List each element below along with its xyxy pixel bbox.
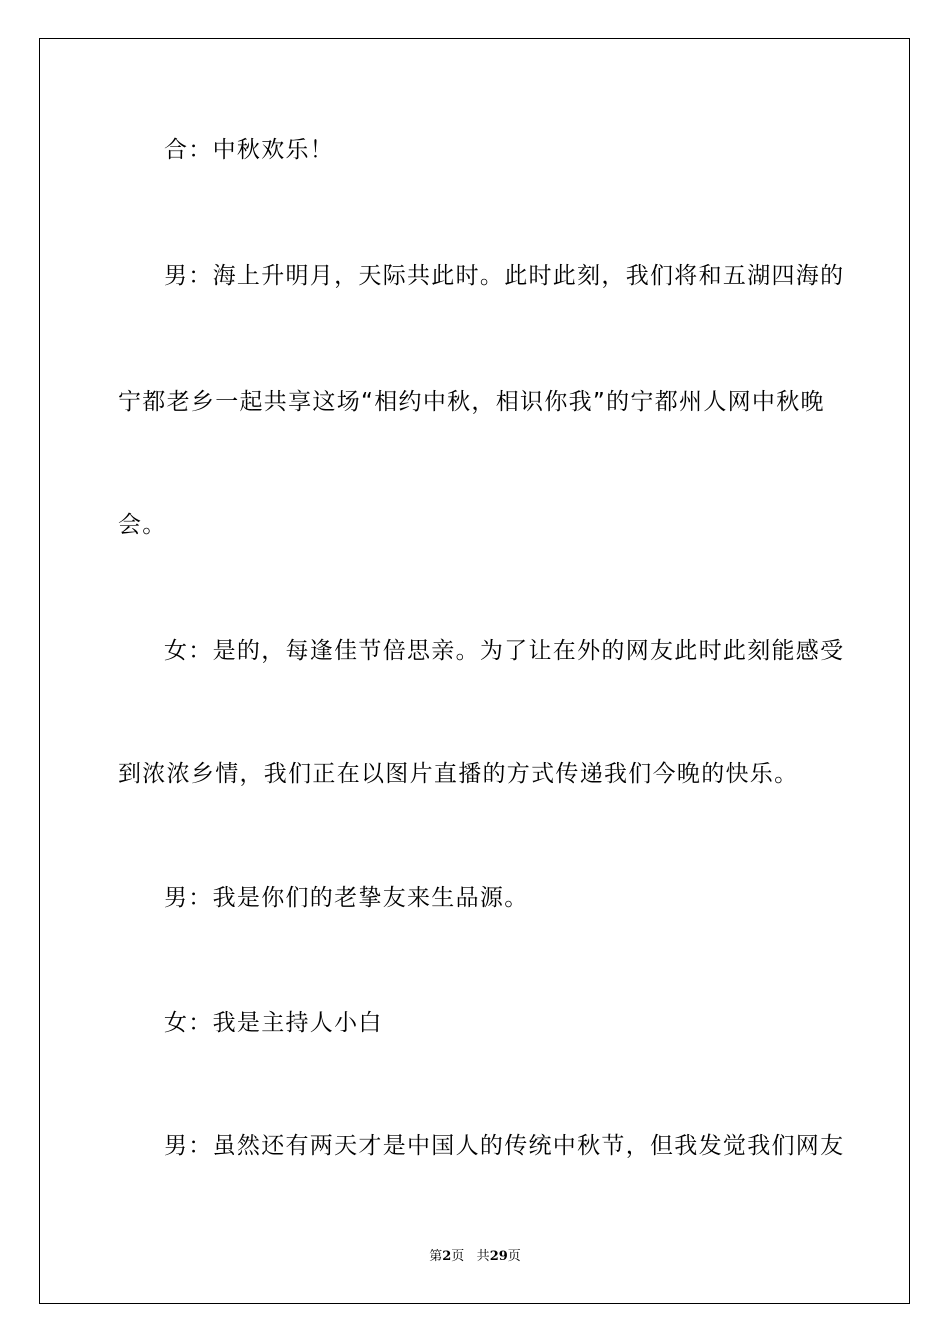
total-pages: 29: [489, 1249, 508, 1264]
page-number: 2: [442, 1249, 452, 1264]
paragraph-line: 女：我是主持人小白: [164, 1010, 383, 1036]
paragraph-line: 合：中秋欢乐！: [164, 137, 335, 163]
page-footer: [0, 1248, 950, 1266]
paragraph-line: 女：是的，每逢佳节倍思亲。为了让在外的网友此时此刻能感受: [164, 638, 845, 664]
total-suffix: 页: [507, 1249, 521, 1264]
paragraph-line: 到浓浓乡情，我们正在以图片直播的方式传递我们今晚的快乐。: [118, 761, 799, 787]
page-suffix: 页: [451, 1249, 465, 1264]
paragraph-line: 男：我是你们的老挚友来生品源。: [164, 885, 529, 911]
page-prefix: 第: [429, 1249, 443, 1264]
total-prefix: 共: [476, 1249, 490, 1264]
paragraph-line: 男：海上升明月，天际共此时。此时此刻，我们将和五湖四海的: [164, 263, 845, 289]
paragraph-line: 宁都老乡一起共享这场“相约中秋，相识你我”的宁都州人网中秋晚: [118, 389, 825, 415]
page-border: [39, 38, 910, 1304]
paragraph-line: 会。: [118, 512, 167, 538]
paragraph-line: 男：虽然还有两天才是中国人的传统中秋节，但我发觉我们网友: [164, 1133, 845, 1159]
